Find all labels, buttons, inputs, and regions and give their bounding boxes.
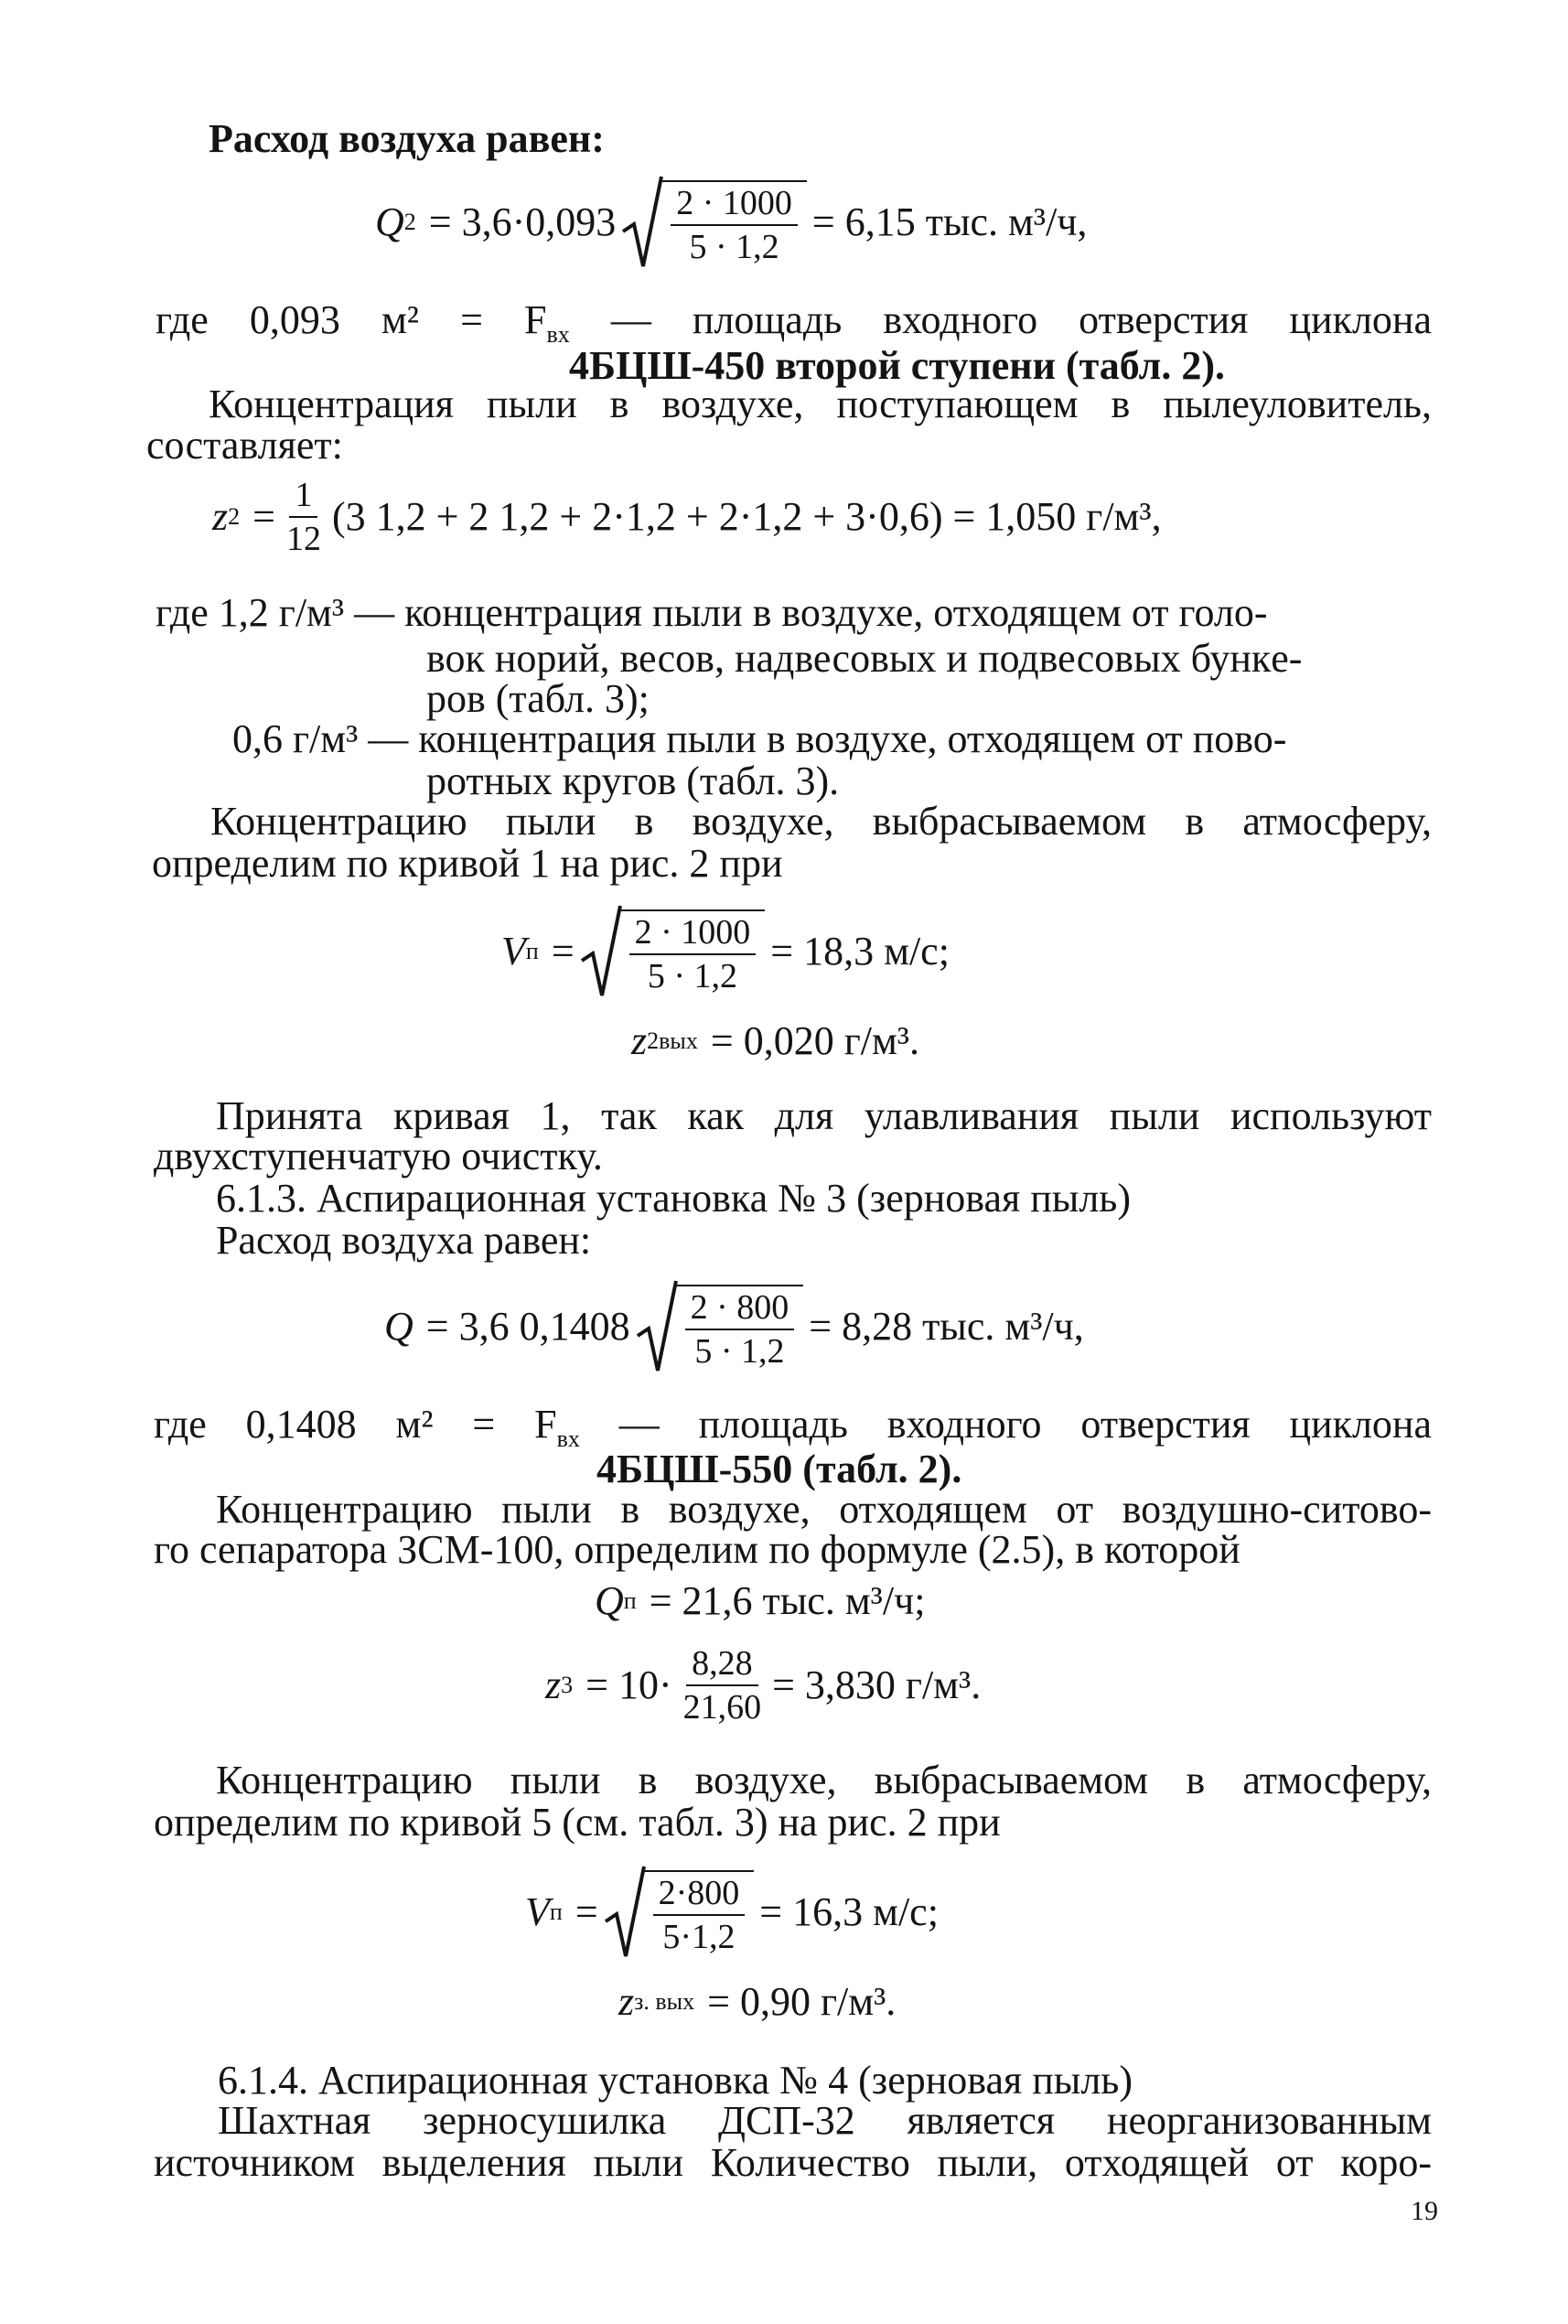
formula-rhs: = 0,020 г/м³. — [710, 1018, 919, 1063]
formula-lhs: Q — [375, 199, 404, 244]
formula-z2-out — [631, 1016, 919, 1067]
text-line: 4БЦШ-550 (табл. 2). — [596, 1447, 962, 1491]
text-line: двухступенчатую очистку. — [154, 1134, 603, 1178]
sqrt-sign — [604, 1865, 755, 1960]
formula-lhs-sub: п — [525, 938, 539, 964]
formula-rhs: = 0,90 г/м³. — [707, 1979, 897, 2024]
formula-rhs: = 18,3 м/с; — [770, 929, 950, 974]
formula-z3 — [545, 1640, 981, 1731]
text-line: ротных кругов (табл. 3). — [426, 759, 840, 803]
sqrt-sign — [621, 175, 807, 270]
section-heading: 6.1.3. Аспирационная установка № 3 (зерновая пыль) — [216, 1176, 1132, 1221]
formula-coef: = 3,6·0,093 — [428, 199, 617, 244]
formula-lhs: V — [501, 929, 526, 974]
formula-lhs-sub: 2 — [228, 503, 241, 530]
fraction-denominator: 5 · 1,2 — [689, 228, 779, 266]
formula-rhs: = 21,6 тыс. м³/ч; — [649, 1578, 926, 1623]
text-line: ров (табл. 3); — [426, 676, 650, 721]
formula-q — [384, 1276, 1084, 1377]
formula-lhs: z — [545, 1662, 562, 1707]
formula-rhs: = 16,3 м/с; — [759, 1889, 939, 1934]
formula-lhs-sub: п — [549, 1899, 563, 1925]
formula-vn-2 — [525, 1862, 939, 1963]
formula-eq: = — [252, 494, 275, 539]
text-line: источником выделения пыли Количество пыли, отходящей от коро- — [154, 2140, 1432, 2185]
text-line: где 1,2 г/м³ — концентрация пыли в воздухе, отходящем от голо- — [156, 590, 1268, 635]
text-line: Концентрацию пыли в воздухе, отходящем от воздушно-ситово- — [216, 1487, 1432, 1532]
fraction-numerator: 8,28 — [686, 1646, 758, 1686]
fraction-denominator: 5·1,2 — [662, 1918, 736, 1956]
page-number: 19 — [1411, 2196, 1438, 2226]
formula-rhs: = 6,15 тыс. м³/ч, — [811, 199, 1088, 244]
formula-lhs-sub: 3 — [561, 1672, 574, 1698]
formula-z2 — [212, 476, 1162, 558]
fraction-denominator: 5 · 1,2 — [694, 1332, 785, 1371]
text-line: Принята кривая 1, так как для улавливания пыли используют — [216, 1093, 1432, 1138]
text-line: Концентрацию пыли в воздухе, выбрасываемом в атмосферу, — [210, 799, 1432, 844]
formula-lhs: V — [525, 1889, 550, 1934]
sqrt-sign — [636, 1279, 804, 1374]
formula-lhs: z — [631, 1018, 648, 1063]
text-line: где 0,093 $м^2 = F_{вх}$ — площадь входного отверстия циклона — [156, 297, 1433, 348]
formula-q2 — [375, 172, 1087, 273]
formula-rhs: = 8,28 тыс. м³/ч, — [809, 1304, 1084, 1349]
formula-vn-1 — [501, 901, 950, 1002]
text-line: 4БЦШ-450 второй ступени (табл. 2). — [569, 343, 1225, 388]
formula-rhs: (3 1,2 + 2 1,2 + 2·1,2 + 2·1,2 + 3·0,6) = 1,050 г/м³, — [331, 494, 1162, 539]
formula-eq: = — [575, 1889, 598, 1934]
formula-coef: = 10· — [585, 1662, 672, 1707]
formula-eq: = — [551, 929, 575, 974]
formula-lhs-sub: 2 — [403, 209, 416, 235]
fraction-numerator: 2 · 1000 — [671, 186, 798, 226]
fraction-denominator: 5 · 1,2 — [647, 957, 738, 995]
fraction-numerator: 1 — [289, 478, 317, 518]
formula-lhs: z — [212, 494, 229, 539]
formula-z3-out — [618, 1976, 896, 2028]
text-line: Концентрацию пыли в воздухе, выбрасываемом в атмосферу, — [216, 1758, 1432, 1802]
fraction-denominator: 12 — [285, 520, 321, 558]
sqrt-sign — [580, 904, 766, 999]
formula-lhs-sub: 2вых — [647, 1028, 698, 1054]
fraction-numerator: 2 · 1000 — [629, 915, 757, 955]
fraction-denominator: 21,60 — [682, 1688, 762, 1727]
formula-lhs: z — [618, 1979, 635, 2024]
section-heading: 6.1.4. Аспирационная установка № 4 (зерновая пыль) — [218, 2058, 1133, 2103]
text-line: вок норий, весов, надвесовых и подвесовых бункe- — [426, 636, 1303, 681]
text-line: Расход воздуха равен: — [209, 116, 605, 161]
text-line: определим по кривой 5 (см. табл. 3) на рис. 2 при — [154, 1800, 1001, 1845]
formula-lhs: Q — [384, 1304, 413, 1349]
text-line: го сепаратора ЗСМ-100, определим по формуле (2.5), в которой — [154, 1527, 1240, 1572]
text-line: 0,6 г/м³ — концентрация пыли в воздухе, отходящем от пово- — [232, 716, 1287, 761]
text-line: где 0,1408 $м^2 = F_{вх}$ — площадь входного отверстия циклона — [154, 1402, 1433, 1452]
text-line: Расход воздуха равен: — [216, 1218, 592, 1263]
formula-qn — [595, 1576, 925, 1627]
text-line: составляет: — [146, 423, 343, 468]
formula-lhs: Q — [595, 1578, 624, 1623]
formula-lhs-sub: з. вых — [634, 1988, 695, 2015]
formula-coef: = 3,6 0,1408 — [425, 1304, 630, 1349]
fraction-numerator: 2 · 800 — [685, 1290, 795, 1330]
text-line: Шахтная зерносушилка ДСП-32 является неорганизованным — [218, 2098, 1432, 2143]
formula-lhs-sub: п — [623, 1587, 637, 1614]
text-line: определим по кривой 1 на рис. 2 при — [152, 841, 783, 886]
formula-rhs: = 3,830 г/м³. — [772, 1662, 982, 1707]
fraction-numerator: 2·800 — [653, 1876, 746, 1916]
text-line: Концентрация пыли в воздухе, поступающем в пылеуловитель, — [209, 382, 1432, 426]
